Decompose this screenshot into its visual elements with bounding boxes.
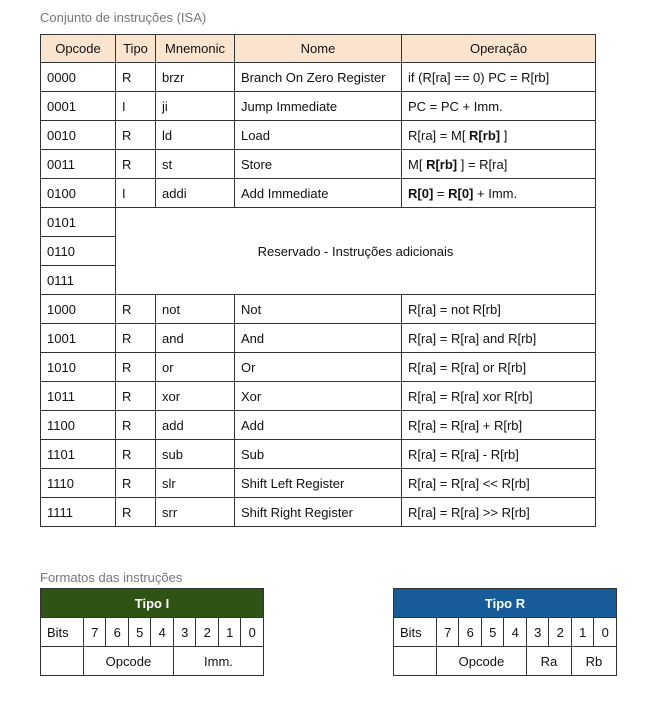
header-mnemonic: Mnemonic — [156, 35, 235, 63]
table-row — [41, 382, 596, 411]
nome-cell: And — [235, 324, 402, 353]
table-row — [41, 92, 596, 121]
nome-cell: Shift Right Register — [235, 498, 402, 527]
bit-cell: 3 — [526, 618, 549, 647]
table-row — [41, 179, 596, 208]
table-row — [41, 440, 596, 469]
mnemonic-cell: brzr — [156, 63, 235, 92]
table-row — [41, 469, 596, 498]
opcode-cell: 0100 — [41, 179, 116, 208]
mnemonic-cell: addi — [156, 179, 235, 208]
operacao-segment: R[ra] = R[ra] - R[rb] — [408, 446, 519, 462]
operacao-cell — [402, 63, 596, 92]
opcode-cell: 1001 — [41, 324, 116, 353]
mnemonic-cell: and — [156, 324, 235, 353]
tipo-cell: R — [116, 295, 156, 324]
bit-cell: 4 — [151, 618, 174, 647]
operacao-cell — [402, 440, 596, 469]
operacao-cell — [402, 353, 596, 382]
mnemonic-cell: xor — [156, 382, 235, 411]
bit-cell: 5 — [481, 618, 504, 647]
format-tipo-r-table — [393, 588, 617, 676]
operacao-segment: M[ — [408, 156, 427, 172]
operacao-segment: R[ra] = R[ra] and R[rb] — [408, 330, 537, 346]
operacao-cell — [402, 382, 596, 411]
field-imm: Imm. — [173, 647, 263, 676]
field-opcode: Opcode — [436, 647, 526, 676]
tipo-cell: R — [116, 382, 156, 411]
nome-cell: Add — [235, 411, 402, 440]
tipo-cell: I — [116, 179, 156, 208]
bit-cell: 2 — [196, 618, 219, 647]
table-row — [41, 411, 596, 440]
tipo-cell: R — [116, 440, 156, 469]
tipo-i-fields-row — [41, 647, 264, 676]
operacao-segment: R[0] — [448, 185, 474, 201]
opcode-cell: 1010 — [41, 353, 116, 382]
nome-cell: Store — [235, 150, 402, 179]
mnemonic-cell: or — [156, 353, 235, 382]
operacao-cell — [402, 150, 596, 179]
table-row — [41, 208, 596, 237]
nome-cell: Branch On Zero Register — [235, 63, 402, 92]
mnemonic-cell: add — [156, 411, 235, 440]
mnemonic-cell: srr — [156, 498, 235, 527]
opcode-cell: 0011 — [41, 150, 116, 179]
tipo-cell: R — [116, 121, 156, 150]
empty-cell — [41, 647, 84, 676]
table-row — [41, 295, 596, 324]
field-rb: Rb — [571, 647, 616, 676]
operacao-cell — [402, 411, 596, 440]
opcode-cell: 1000 — [41, 295, 116, 324]
table-row — [41, 150, 596, 179]
mnemonic-cell: not — [156, 295, 235, 324]
operacao-segment: R[ra] = R[ra] << R[rb] — [408, 475, 530, 491]
operacao-cell — [402, 324, 596, 353]
field-opcode: Opcode — [83, 647, 173, 676]
nome-cell: Add Immediate — [235, 179, 402, 208]
bit-cell: 1 — [571, 618, 594, 647]
header-tipo: Tipo — [116, 35, 156, 63]
nome-cell: Or — [235, 353, 402, 382]
operacao-segment: R[ra] = not R[rb] — [408, 301, 501, 317]
bit-cell: 2 — [549, 618, 572, 647]
operacao-segment: R[rb] — [426, 156, 458, 172]
table-row — [41, 121, 596, 150]
bit-cell: 6 — [106, 618, 129, 647]
nome-cell: Not — [235, 295, 402, 324]
operacao-cell — [402, 295, 596, 324]
opcode-cell: 0001 — [41, 92, 116, 121]
tipo-cell: R — [116, 63, 156, 92]
nome-cell: Jump Immediate — [235, 92, 402, 121]
bit-cell: 0 — [241, 618, 264, 647]
operacao-segment: ] — [500, 127, 508, 143]
tipo-r-bits-row — [394, 618, 617, 647]
operacao-segment: R[ra] = R[ra] xor R[rb] — [408, 388, 533, 404]
operacao-cell — [402, 498, 596, 527]
bit-cell: 6 — [459, 618, 482, 647]
opcode-cell: 1110 — [41, 469, 116, 498]
bits-label: Bits — [41, 618, 84, 647]
tipo-cell: R — [116, 324, 156, 353]
operacao-segment: R[rb] — [469, 127, 501, 143]
tipo-r-fields-row — [394, 647, 617, 676]
nome-cell: Load — [235, 121, 402, 150]
isa-table — [40, 34, 596, 527]
tipo-i-title: Tipo I — [41, 589, 264, 618]
table-row — [41, 324, 596, 353]
operacao-cell — [402, 92, 596, 121]
tipo-cell: R — [116, 411, 156, 440]
mnemonic-cell: ji — [156, 92, 235, 121]
mnemonic-cell: sub — [156, 440, 235, 469]
header-operacao: Operação — [402, 35, 596, 63]
isa-header-row — [41, 35, 596, 63]
operacao-segment: R[ra] = R[ra] or R[rb] — [408, 359, 527, 375]
reserved-cell: Reservado - Instruções adicionais — [116, 208, 596, 295]
tipo-cell: R — [116, 469, 156, 498]
nome-cell: Shift Left Register — [235, 469, 402, 498]
operacao-segment: ] = R[ra] — [457, 156, 508, 172]
table-row — [41, 353, 596, 382]
tipo-i-bits-row — [41, 618, 264, 647]
tipo-cell: R — [116, 498, 156, 527]
nome-cell: Sub — [235, 440, 402, 469]
bit-cell: 1 — [218, 618, 241, 647]
field-ra: Ra — [526, 647, 571, 676]
operacao-cell — [402, 179, 596, 208]
formats-title: Formatos das instruções — [40, 570, 183, 585]
bit-cell: 5 — [128, 618, 151, 647]
tipo-cell: I — [116, 92, 156, 121]
bits-label: Bits — [394, 618, 437, 647]
operacao-cell — [402, 121, 596, 150]
opcode-cell: 0111 — [41, 266, 116, 295]
nome-cell: Xor — [235, 382, 402, 411]
tipo-r-title: Tipo R — [394, 589, 617, 618]
mnemonic-cell: slr — [156, 469, 235, 498]
tipo-cell: R — [116, 353, 156, 382]
operacao-segment: R[0] — [408, 185, 434, 201]
header-opcode: Opcode — [41, 35, 116, 63]
bit-cell: 4 — [504, 618, 527, 647]
operacao-segment: R[ra] = M[ — [408, 127, 470, 143]
opcode-cell: 0010 — [41, 121, 116, 150]
bit-cell: 7 — [83, 618, 106, 647]
opcode-cell: 0110 — [41, 237, 116, 266]
bit-cell: 7 — [436, 618, 459, 647]
isa-title: Conjunto de instruções (ISA) — [40, 10, 207, 25]
operacao-segment: = — [433, 185, 449, 201]
mnemonic-cell: st — [156, 150, 235, 179]
bit-cell: 3 — [173, 618, 196, 647]
tipo-cell: R — [116, 150, 156, 179]
bit-cell: 0 — [594, 618, 617, 647]
opcode-cell: 1011 — [41, 382, 116, 411]
table-row — [41, 63, 596, 92]
operacao-segment: PC = PC + Imm. — [408, 98, 503, 114]
opcode-cell: 1111 — [41, 498, 116, 527]
opcode-cell: 1101 — [41, 440, 116, 469]
empty-cell — [394, 647, 437, 676]
mnemonic-cell: ld — [156, 121, 235, 150]
operacao-segment: R[ra] = R[ra] + R[rb] — [408, 417, 523, 433]
operacao-cell — [402, 469, 596, 498]
header-nome: Nome — [235, 35, 402, 63]
operacao-segment: if (R[ra] == 0) PC = R[rb] — [408, 69, 550, 85]
opcode-cell: 1100 — [41, 411, 116, 440]
opcode-cell: 0101 — [41, 208, 116, 237]
operacao-segment: + Imm. — [473, 185, 518, 201]
opcode-cell: 0000 — [41, 63, 116, 92]
format-tipo-i-table — [40, 588, 264, 676]
table-row — [41, 498, 596, 527]
operacao-segment: R[ra] = R[ra] >> R[rb] — [408, 504, 530, 520]
